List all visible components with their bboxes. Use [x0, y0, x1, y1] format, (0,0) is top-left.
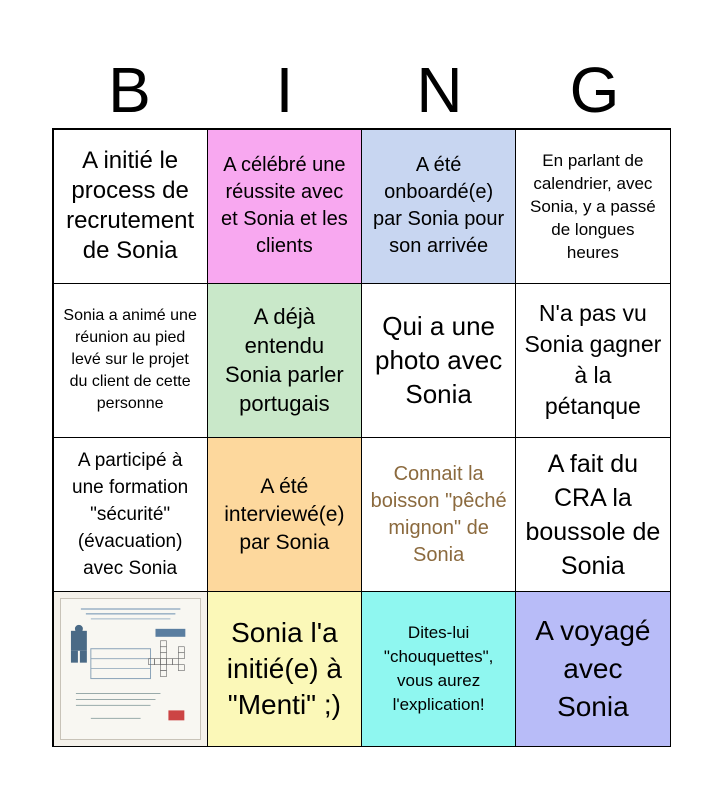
bingo-cell[interactable]	[361, 591, 516, 746]
bingo-cell[interactable]	[207, 591, 362, 746]
bingo-cell[interactable]	[207, 283, 362, 438]
cell-text: A déjà entendu Sonia parler portugais	[225, 304, 344, 417]
cell-text: A fait du CRA la boussole de Sonia	[525, 449, 661, 580]
bingo-cell[interactable]	[361, 283, 516, 438]
bingo-cell[interactable]	[53, 437, 208, 592]
bingo-cell[interactable]	[361, 129, 516, 284]
header-letter-n: N	[416, 54, 463, 126]
header-letter-b: B	[108, 54, 151, 126]
bingo-cell[interactable]	[515, 437, 670, 592]
cell-text: Sonia a animé une réunion au pied levé sur le projet du client de cette personne	[63, 307, 197, 413]
cell-text: A été interviewé(e) par Sonia	[224, 474, 345, 554]
bingo-cell[interactable]	[515, 129, 670, 284]
header-letter-g: G	[569, 54, 620, 126]
cell-text: A été onboardé(e) par Sonia pour son arrivée	[373, 154, 505, 258]
cell-text: A célébré une réussite avec et Sonia et les clients	[221, 154, 348, 258]
bingo-grid	[52, 128, 671, 747]
game-board-photo	[60, 598, 201, 739]
bingo-header	[52, 52, 672, 128]
bingo-cell[interactable]	[361, 437, 516, 592]
crossword-illustration	[61, 599, 200, 738]
bingo-cell[interactable]	[53, 283, 208, 438]
cell-text: A voyagé avec Sonia	[535, 614, 651, 722]
cell-text: Qui a une photo avec Sonia	[375, 311, 503, 410]
bingo-cell-image[interactable]	[53, 591, 208, 746]
cell-text: Sonia l'a initié(e) à "Menti" ;)	[226, 616, 342, 720]
cell-text: En parlant de calendrier, avec Sonia, y a passé de longues heures	[530, 150, 656, 262]
bingo-cell[interactable]	[515, 591, 670, 746]
bingo-cell[interactable]	[207, 437, 362, 592]
bingo-cell[interactable]	[53, 129, 208, 284]
header-letter-i: I	[275, 54, 294, 126]
bingo-cell[interactable]	[515, 283, 670, 438]
cell-text: N'a pas vu Sonia gagner à la pétanque	[524, 300, 662, 420]
bingo-cell[interactable]	[207, 129, 362, 284]
cell-text: A participé à une formation "sécurité" (évacuation) avec Sonia	[72, 450, 189, 580]
cell-text: Connait la boisson "pêché mignon" de Sonia	[370, 462, 507, 566]
cell-text: A initié le process de recrutement de Sonia	[66, 147, 195, 265]
cell-text: Dites-lui "chouquettes", vous aurez l'explication!	[383, 622, 494, 714]
